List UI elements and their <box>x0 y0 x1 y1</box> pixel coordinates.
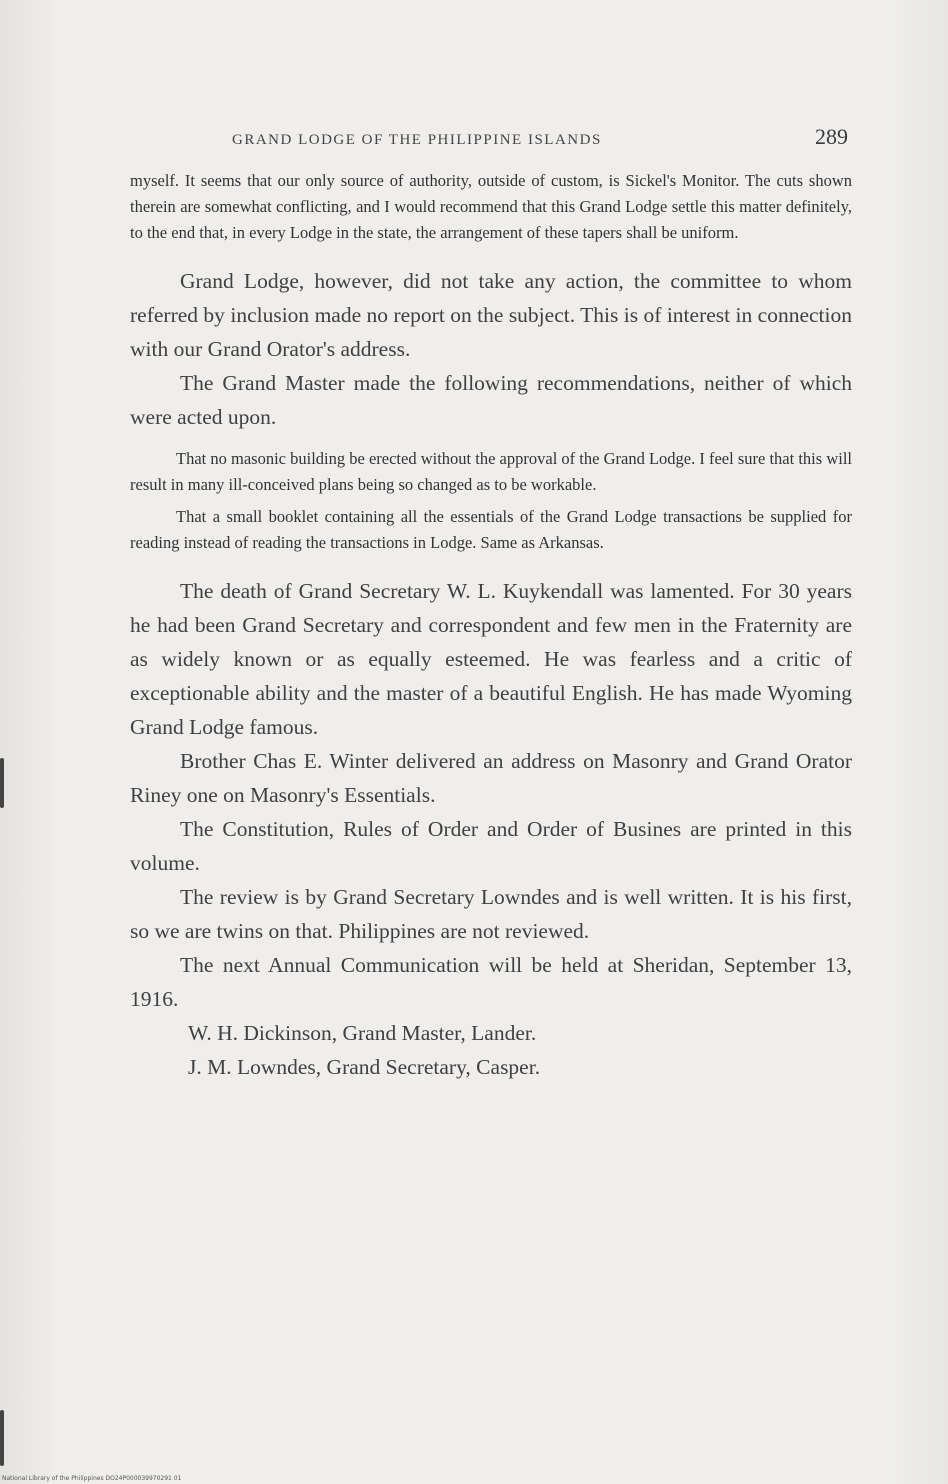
body-paragraph: The review is by Grand Secretary Lowndes and is well written. It is his first, so we are twins on that. Philippines are not reviewed. <box>130 885 852 943</box>
signature-grand-master: W. H. Dickinson, Grand Master, Lander. <box>188 1021 537 1045</box>
signature-grand-secretary: J. M. Lowndes, Grand Secretary, Casper. <box>188 1055 541 1079</box>
body-paragraph: Grand Lodge, however, did not take any action, the committee to whom referred by inclusion made no report on the subject. This is of interest in connection with our Grand Orator's address. <box>130 269 852 361</box>
body-paragraph: The Grand Master made the following recommendations, neither of which were acted upon. <box>130 371 852 429</box>
quoted-paragraph: That no masonic building be erected without the approval of the Grand Lodge. I feel sure that this will result in many ill-conceived plans being so changed as to be workable. <box>130 449 852 494</box>
body-paragraph: The Constitution, Rules of Order and Order of Busines are printed in this volume. <box>130 817 852 875</box>
page-body <box>130 168 852 1084</box>
quoted-paragraph: That a small booklet containing all the essentials of the Grand Lodge transactions be supplied for reading instead of reading the transactions in Lodge. Same as Arkansas. <box>130 507 852 552</box>
scan-edge-mark <box>0 1410 4 1466</box>
body-paragraph: The death of Grand Secretary W. L. Kuykendall was lamented. For 30 years he had been Grand Secretary and correspondent and few men in the Fraternity are as widely known or as equally esteemed. He was fearless and a critic of exceptionable ability and the master of a beautiful English. He has made Wyoming Grand Lodge famous. <box>130 579 852 739</box>
quoted-paragraph: myself. It seems that our only source of authority, outside of custom, is Sickel's Monitor. The cuts shown therein are somewhat conflicting, and I would recommend that this Grand Lodge settle this matter definitely, to the end that, in every Lodge in the state, the arrangement of these tapers shall be uniform. <box>130 171 852 242</box>
body-paragraph: The next Annual Communication will be held at Sheridan, September 13, 1916. <box>130 953 852 1011</box>
page-number: 289 <box>815 124 848 149</box>
library-footer-note: National Library of the Philippines DO24P000039970291 01 <box>2 1475 182 1482</box>
running-header-title: GRAND LODGE OF THE PHILIPPINE ISLANDS <box>232 132 602 148</box>
body-paragraph: Brother Chas E. Winter delivered an address on Masonry and Grand Orator Riney one on Masonry's Essentials. <box>130 749 852 807</box>
running-header <box>232 124 852 150</box>
scan-edge-mark <box>0 758 4 808</box>
